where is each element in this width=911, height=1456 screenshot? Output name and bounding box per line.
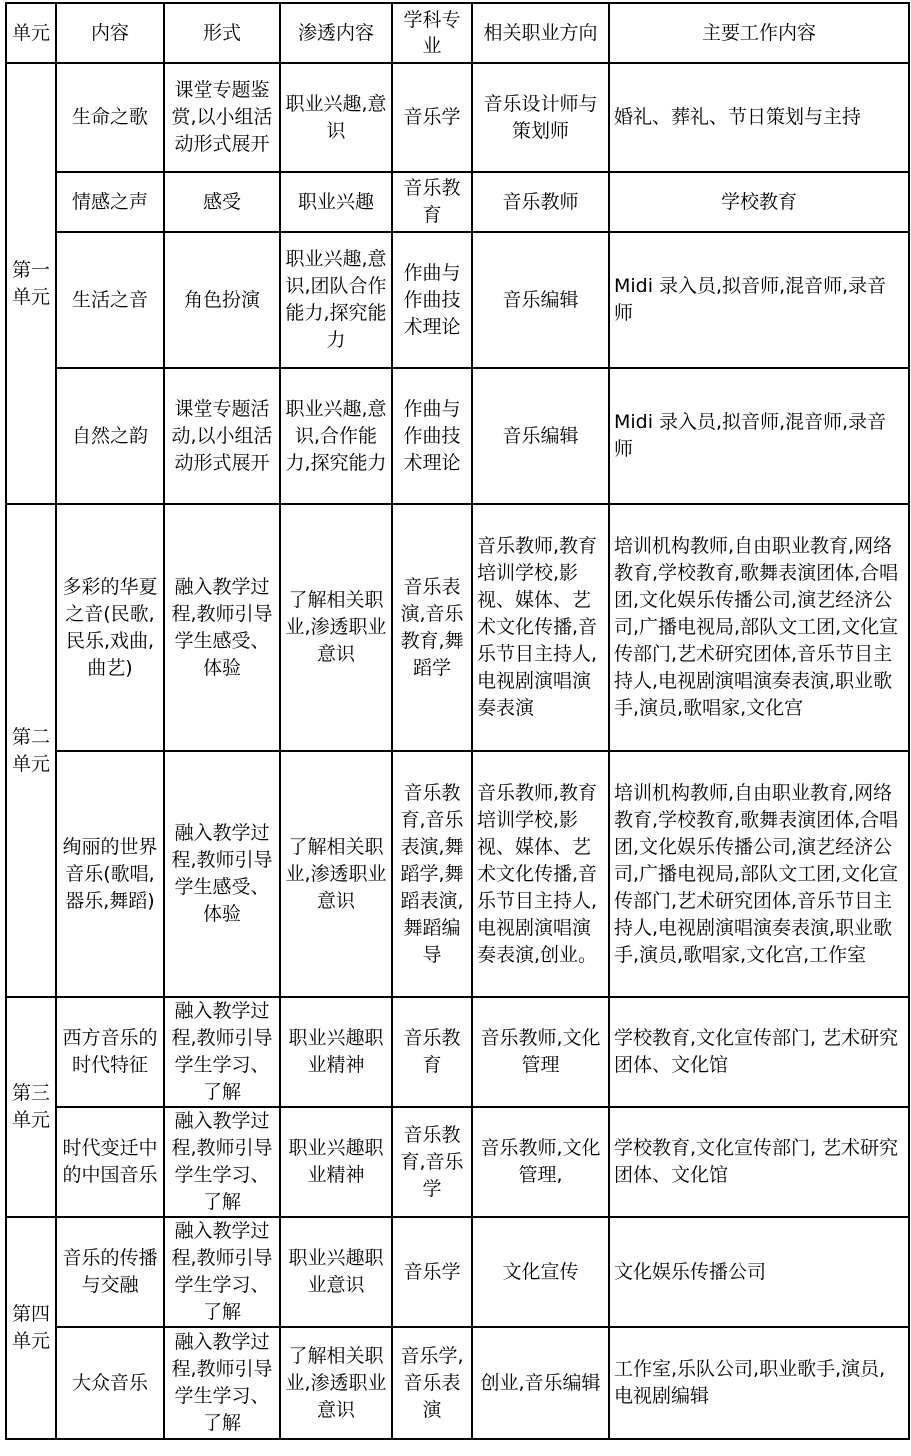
major-cell: 音乐教育,音乐学	[392, 1107, 472, 1217]
infiltration-cell: 职业兴趣职业意识	[280, 1217, 392, 1327]
header-form: 形式	[164, 3, 280, 63]
work-cell: 培训机构教师,自由职业教育,网络教育,学校教育,歌舞表演团体,合唱团,文化娱乐传播公司,演艺经济公司,广播电视局,部队文工团,文化宣传部门,艺术研究团体,音乐节目主持人,电视剧演唱演奏表演,职业歌手,演员,歌唱家,文化宫	[609, 504, 909, 751]
form-cell: 融入教学过程,教师引导学生学习、了解	[164, 1107, 280, 1217]
table-row	[6, 1217, 909, 1327]
infiltration-cell: 职业兴趣	[280, 172, 392, 232]
work-cell: 学校教育,文化宣传部门, 艺术研究团体、文化馆	[609, 1107, 909, 1217]
form-cell: 融入教学过程,教师引导学生学习、了解	[164, 1217, 280, 1327]
major-cell: 音乐学	[392, 63, 472, 172]
table-row	[6, 368, 909, 504]
unit-cell: 第三单元	[6, 997, 56, 1217]
form-cell: 融入教学过程,教师引导学生学习、了解	[164, 997, 280, 1107]
content-cell: 绚丽的世界音乐(歌唱,器乐,舞蹈)	[56, 751, 164, 997]
major-cell: 音乐教育,音乐表演,舞蹈学,舞蹈表演,舞蹈编导	[392, 751, 472, 997]
major-cell: 音乐教育	[392, 172, 472, 232]
career-cell: 音乐教师,教育培训学校,影视、媒体、艺术文化传播,音乐节目主持人,电视剧演唱演奏表演	[472, 504, 609, 751]
work-cell: 学校教育	[609, 172, 909, 232]
form-cell: 角色扮演	[164, 232, 280, 368]
infiltration-cell: 了解相关职业,渗透职业意识	[280, 1327, 392, 1439]
work-cell: 学校教育,文化宣传部门, 艺术研究团体、文化馆	[609, 997, 909, 1107]
career-table	[5, 2, 910, 1440]
work-cell: 婚礼、葬礼、节日策划与主持	[609, 63, 909, 172]
content-cell: 情感之声	[56, 172, 164, 232]
career-cell: 音乐教师,文化管理,	[472, 1107, 609, 1217]
major-cell: 音乐学	[392, 1217, 472, 1327]
work-cell: Midi 录入员,拟音师,混音师,录音师	[609, 232, 909, 368]
content-cell: 音乐的传播与交融	[56, 1217, 164, 1327]
form-cell: 融入教学过程,教师引导学生感受、体验	[164, 504, 280, 751]
header-infiltration: 渗透内容	[280, 3, 392, 63]
table-row	[6, 997, 909, 1107]
career-cell: 文化宣传	[472, 1217, 609, 1327]
content-cell: 多彩的华夏之音(民歌,民乐,戏曲,曲艺)	[56, 504, 164, 751]
career-cell: 音乐设计师与策划师	[472, 63, 609, 172]
content-cell: 时代变迁中的中国音乐	[56, 1107, 164, 1217]
table-row	[6, 751, 909, 997]
career-cell: 音乐编辑	[472, 232, 609, 368]
work-cell: 文化娱乐传播公司	[609, 1217, 909, 1327]
form-cell: 课堂专题鉴赏,以小组活动形式展开	[164, 63, 280, 172]
unit-cell: 第四单元	[6, 1217, 56, 1439]
infiltration-cell: 了解相关职业,渗透职业意识	[280, 504, 392, 751]
work-cell: Midi 录入员,拟音师,混音师,录音师	[609, 368, 909, 504]
major-cell: 音乐表演,音乐教育,舞蹈学	[392, 504, 472, 751]
table-row	[6, 1327, 909, 1439]
table-row	[6, 232, 909, 368]
major-cell: 作曲与作曲技术理论	[392, 232, 472, 368]
unit-cell: 第一单元	[6, 63, 56, 504]
header-row	[6, 3, 909, 63]
unit-cell: 第二单元	[6, 504, 56, 997]
infiltration-cell: 了解相关职业,渗透职业意识	[280, 751, 392, 997]
header-work: 主要工作内容	[609, 3, 909, 63]
career-cell: 音乐教师,文化管理	[472, 997, 609, 1107]
content-cell: 生命之歌	[56, 63, 164, 172]
header-unit: 单元	[6, 3, 56, 63]
work-cell: 工作室,乐队公司,职业歌手,演员,电视剧编辑	[609, 1327, 909, 1439]
infiltration-cell: 职业兴趣,意识	[280, 63, 392, 172]
table-row	[6, 504, 909, 751]
content-cell: 生活之音	[56, 232, 164, 368]
major-cell: 作曲与作曲技术理论	[392, 368, 472, 504]
content-cell: 大众音乐	[56, 1327, 164, 1439]
content-cell: 西方音乐的时代特征	[56, 997, 164, 1107]
infiltration-cell: 职业兴趣,意识,合作能力,探究能力	[280, 368, 392, 504]
career-cell: 音乐教师	[472, 172, 609, 232]
career-cell: 创业,音乐编辑	[472, 1327, 609, 1439]
career-cell: 音乐教师,教育培训学校,影视、媒体、艺术文化传播,音乐节目主持人,电视剧演唱演奏表演,创业。	[472, 751, 609, 997]
form-cell: 融入教学过程,教师引导学生学习、了解	[164, 1327, 280, 1439]
career-cell: 音乐编辑	[472, 368, 609, 504]
table-row	[6, 1107, 909, 1217]
content-cell: 自然之韵	[56, 368, 164, 504]
major-cell: 音乐教育	[392, 997, 472, 1107]
table-row	[6, 63, 909, 172]
form-cell: 课堂专题活动,以小组活动形式展开	[164, 368, 280, 504]
header-major: 学科专业	[392, 3, 472, 63]
form-cell: 感受	[164, 172, 280, 232]
work-cell: 培训机构教师,自由职业教育,网络教育,学校教育,歌舞表演团体,合唱团,文化娱乐传播公司,演艺经济公司,广播电视局,部队文工团,文化宣传部门,艺术研究团体,音乐节目主持人,电视剧演唱演奏表演,职业歌手,演员,歌唱家,文化宫,工作室	[609, 751, 909, 997]
table-row	[6, 172, 909, 232]
infiltration-cell: 职业兴趣职业精神	[280, 997, 392, 1107]
header-content: 内容	[56, 3, 164, 63]
header-career: 相关职业方向	[472, 3, 609, 63]
major-cell: 音乐学,音乐表演	[392, 1327, 472, 1439]
infiltration-cell: 职业兴趣,意识,团队合作能力,探究能力	[280, 232, 392, 368]
form-cell: 融入教学过程,教师引导学生感受、体验	[164, 751, 280, 997]
infiltration-cell: 职业兴趣职业精神	[280, 1107, 392, 1217]
